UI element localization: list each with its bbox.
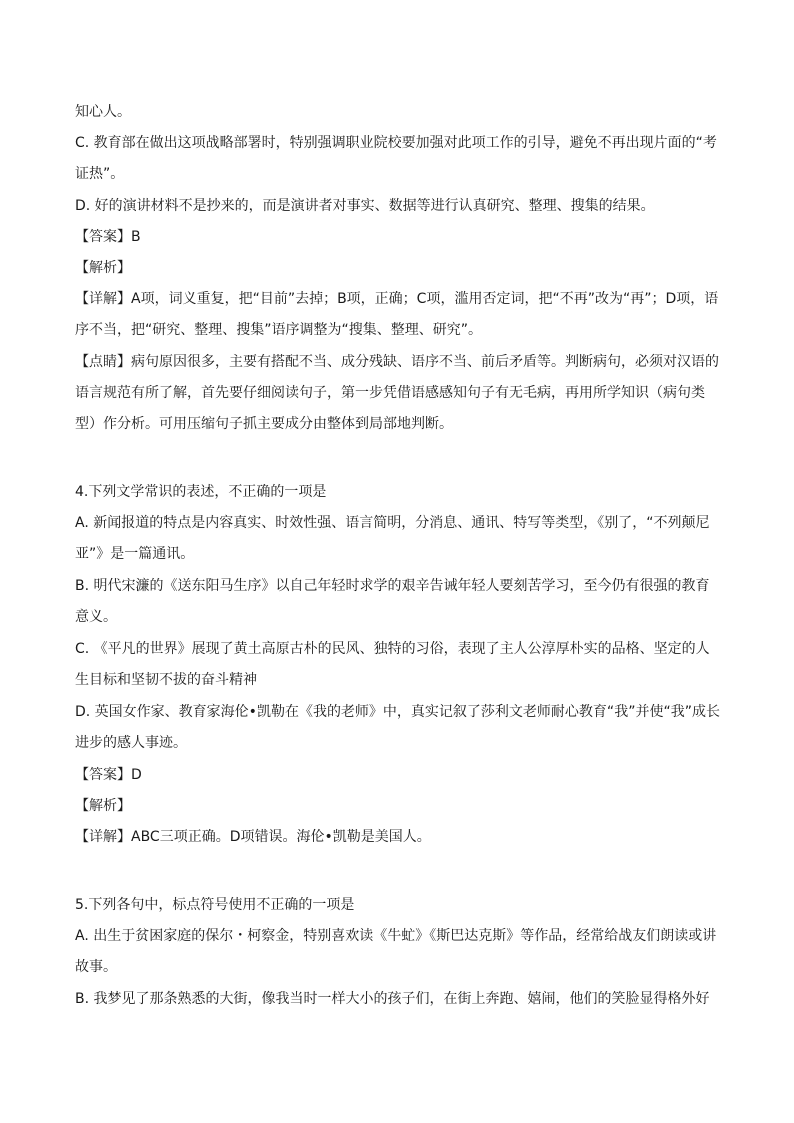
q5-option-b: B. 我梦见了那条熟悉的大街，像我当时一样大小的孩子们，在街上奔跑、嬉闹，他们的笑脸显得格外好 bbox=[75, 991, 710, 1007]
q4-option-c: C. 《平凡的世界》展现了黄土高原古朴的民风、独特的习俗，表现了主人公淳厚朴实的品格、坚定的人生目标和坚韧不拔的奋斗精神 bbox=[75, 641, 710, 689]
q3-answer bbox=[75, 222, 723, 253]
q5-stem: 5.下列各句中，标点符号使用不正确的一项是 bbox=[75, 897, 355, 913]
q4-option-d: D. 英国女作家、教育家海伦•凯勒在《我的老师》中，真实记叙了莎利文老师耐心教育“我”并使“我”成长进步的感人事迹。 bbox=[75, 704, 720, 752]
q4-detail bbox=[75, 822, 723, 853]
answer-label: 【答案】 bbox=[75, 767, 131, 783]
tips-label: 【点睛】 bbox=[75, 354, 131, 370]
tips-text: 病句原因很多，主要有搭配不当、成分残缺、语序不当、前后矛盾等。判断病句，必须对汉语的语言规范有所了解，首先要仔细阅读句子，第一步凭借语感感知句子有无毛病，再用所学知识（病句类型）作分析。可用压缩句子抓主要成分由整体到局部地判断。 bbox=[75, 354, 719, 433]
q3-option-c: C. 教育部在做出这项战略部署时，特别强调职业院校要加强对此项工作的引导，避免不再出现片面的“考证热”。 bbox=[75, 135, 717, 183]
q3-analysis-label: 【解析】 bbox=[75, 260, 131, 276]
detail-text: ABC三项正确。D项错误。海伦•凯勒是美国人。 bbox=[131, 829, 431, 845]
q3-detail bbox=[75, 284, 723, 346]
q3-tips bbox=[75, 347, 723, 441]
q5-option-a: A. 出生于贫困家庭的保尔・柯察金，特别喜欢读《牛虻》《斯巴达克斯》等作品，经常给战友们朗读或讲故事。 bbox=[75, 928, 717, 976]
q3-tail: 知心人。 bbox=[75, 104, 131, 120]
q4-stem: 4.下列文学常识的表述，不正确的一项是 bbox=[75, 484, 327, 500]
q4-option-a: A. 新闻报道的特点是内容真实、时效性强、语言简明，分消息、通讯、特写等类型，《别了，“不列颠尼亚”》是一篇通讯。 bbox=[75, 515, 710, 563]
answer-value: B bbox=[131, 229, 141, 245]
q4-option-b: B. 明代宋濂的《送东阳马生序》以自己年轻时求学的艰辛告诫年轻人要刻苦学习，至今仍有很强的教育意义。 bbox=[75, 578, 710, 626]
detail-text: A项，词义重复，把“目前”去掉；B项，正确；C项，滥用否定词，把“不再”改为“再”；D项，语序不当，把“研究、整理、搜集”语序调整为“搜集、整理、研究”。 bbox=[75, 291, 719, 339]
q4-analysis-label: 【解析】 bbox=[75, 798, 131, 814]
answer-value: D bbox=[131, 767, 142, 783]
detail-label: 【详解】 bbox=[75, 829, 131, 845]
answer-label: 【答案】 bbox=[75, 229, 131, 245]
q4-answer bbox=[75, 760, 723, 791]
detail-label: 【详解】 bbox=[75, 291, 131, 307]
q3-option-d: D. 好的演讲材料不是抄来的，而是演讲者对事实、数据等进行认真研究、整理、搜集的结果。 bbox=[75, 198, 655, 214]
